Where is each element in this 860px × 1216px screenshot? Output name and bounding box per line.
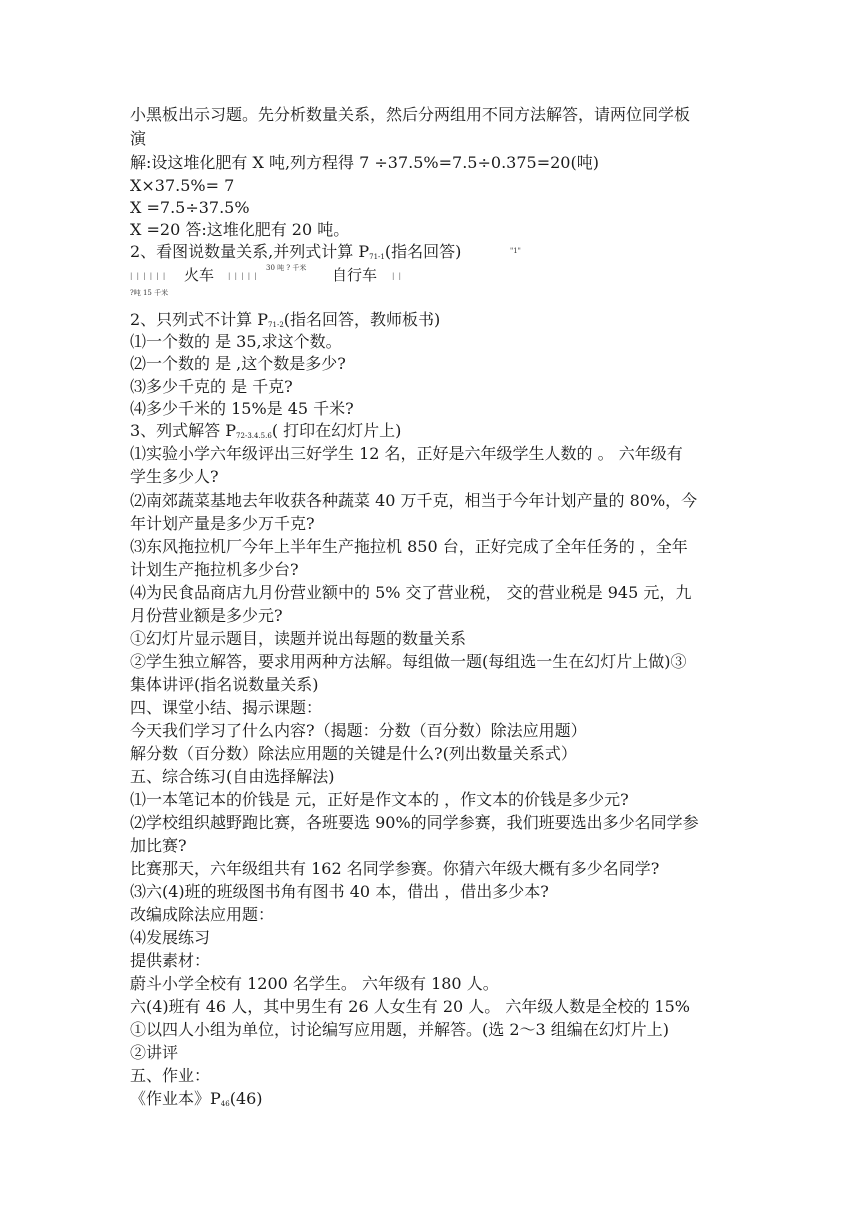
text-line: ⑶东风拖拉机厂今年上半年生产拖拉机 850 台，正好完成了全年任务的 ，全年 [130, 537, 688, 556]
page-subscript: 71-1 [369, 253, 385, 261]
text-line: 月份营业额是多少元? [130, 606, 283, 625]
text-line: 解分数（百分数）除法应用题的关键是什么?(列出数量关系式） [130, 744, 577, 763]
text-line: 集体讲评(指名说数量关系) [130, 675, 319, 694]
corner-mark: "1" [510, 247, 521, 255]
figure-bottom-label: ?吨 15 千米 [130, 289, 169, 297]
text-segment: 3、列式解答 P [130, 421, 237, 440]
text-segment: (指名回答) [384, 242, 462, 261]
text-line: 计划生产拖拉机多少台? [130, 560, 299, 579]
text-line: ①以四人小组为单位，讨论编写应用题，并解答。(选 2～3 组编在幻灯片上) [130, 1020, 670, 1039]
section-heading: 四、课堂小结、揭示课题： [130, 698, 323, 717]
text-line: 学生多少人? [130, 467, 219, 486]
section-heading: 五、综合练习(自由选择解法) [130, 767, 335, 786]
text-line: 加比赛? [130, 836, 187, 855]
text-line: 六(4)班有 46 人，其中男生有 26 人女生有 20 人。 六年级人数是全校的 15% [130, 997, 690, 1016]
text-line: ②学生独立解答，要求用两种方法解。每组做一题(每组选一生在幻灯片上做)③ [130, 652, 687, 671]
tick-marks: | | | | | | [130, 272, 167, 280]
text-segment: (指名回答，教师板书) [283, 310, 441, 329]
page-subscript: 71-2 [268, 321, 284, 329]
text-line: ⑶多少千克的 是 千克? [130, 377, 293, 396]
text-line [130, 1088, 263, 1115]
text-line: ⑷发展练习 [130, 928, 211, 947]
text-segment: ( 打印在幻灯片上) [271, 421, 402, 440]
text-line: ⑵学校组织越野跑比赛，各班要选 90%的同学参赛，我们班要选出多少名同学参 [130, 813, 699, 832]
text-line: ⑴一个数的 是 35,求这个数。 [130, 332, 342, 351]
text-segment: (46) [229, 1089, 263, 1108]
text-line: 提供素材： [130, 951, 211, 970]
section-heading: 五、作业： [130, 1066, 211, 1085]
text-line: 改编成除法应用题： [130, 905, 275, 924]
text-line: ⑴一本笔记本的价钱是 元，正好是作文本的 ，作文本的价钱是多少元? [130, 790, 629, 809]
text-line: ⑶六(4)班的班级图书角有图书 40 本，借出 ，借出多少本? [130, 882, 549, 901]
text-line: X =20 答:这堆化肥有 20 吨。 [130, 220, 350, 239]
text-line: 解:设这堆化肥有 X 吨,列方程得 7 ÷37.5%=7.5÷0.375=20(吨) [130, 153, 599, 172]
text-line: ⑵一个数的 是 ,这个数是多少? [130, 354, 346, 373]
bike-label: 自行车 [332, 266, 378, 284]
text-line: 年计划产量是多少万千克? [130, 514, 315, 533]
text-line: ②讲评 [130, 1043, 179, 1062]
page-subscript: 46 [220, 1100, 230, 1108]
text-segment: 2、只列式不计算 P [130, 310, 269, 329]
page-subscript: 72-3.4.5.6 [236, 432, 272, 440]
text-line: 小黑板出示习题。先分析数量关系，然后分两组用不同方法解答，请两位同学板 [130, 105, 691, 124]
text-line: 比赛那天，六年级组共有 162 名同学参赛。你猜六年级大概有多少名同学? [130, 859, 660, 878]
text-line: 演 [130, 129, 147, 148]
text-segment: 2、看图说数量关系,并列式计算 P [130, 242, 370, 261]
text-line: ⑷多少千米的 15%是 45 千米? [130, 399, 354, 418]
distance-label: 30 吨 ? 千米 [266, 264, 307, 272]
text-line: X =7.5÷37.5% [130, 198, 250, 217]
tick-marks: | | | | | [228, 272, 258, 280]
text-line: ⑵南郊蔬菜基地去年收获各种蔬菜 40 万千克，相当于今年计划产量的 80%，今 [130, 491, 698, 510]
text-line: X×37.5%= 7 [130, 176, 235, 195]
tick-marks: | | [392, 272, 402, 280]
text-line: 今天我们学习了什么内容?（揭题：分数（百分数）除法应用题） [130, 721, 587, 740]
text-line: ①幻灯片显示题目，读题并说出每题的数量关系 [130, 629, 467, 648]
text-line: ⑴实验小学六年级评出三好学生 12 名，正好是六年级学生人数的 。 六年级有 [130, 444, 683, 463]
text-segment: 《作业本》P [130, 1089, 221, 1108]
text-line: 蔚斗小学全校有 1200 名学生。 六年级有 180 人。 [130, 974, 499, 993]
text-line: ⑷为民食品商店九月份营业额中的 5% 交了营业税， 交的营业税是 945 元，九 [130, 583, 692, 602]
train-label: 火车 [184, 266, 215, 284]
